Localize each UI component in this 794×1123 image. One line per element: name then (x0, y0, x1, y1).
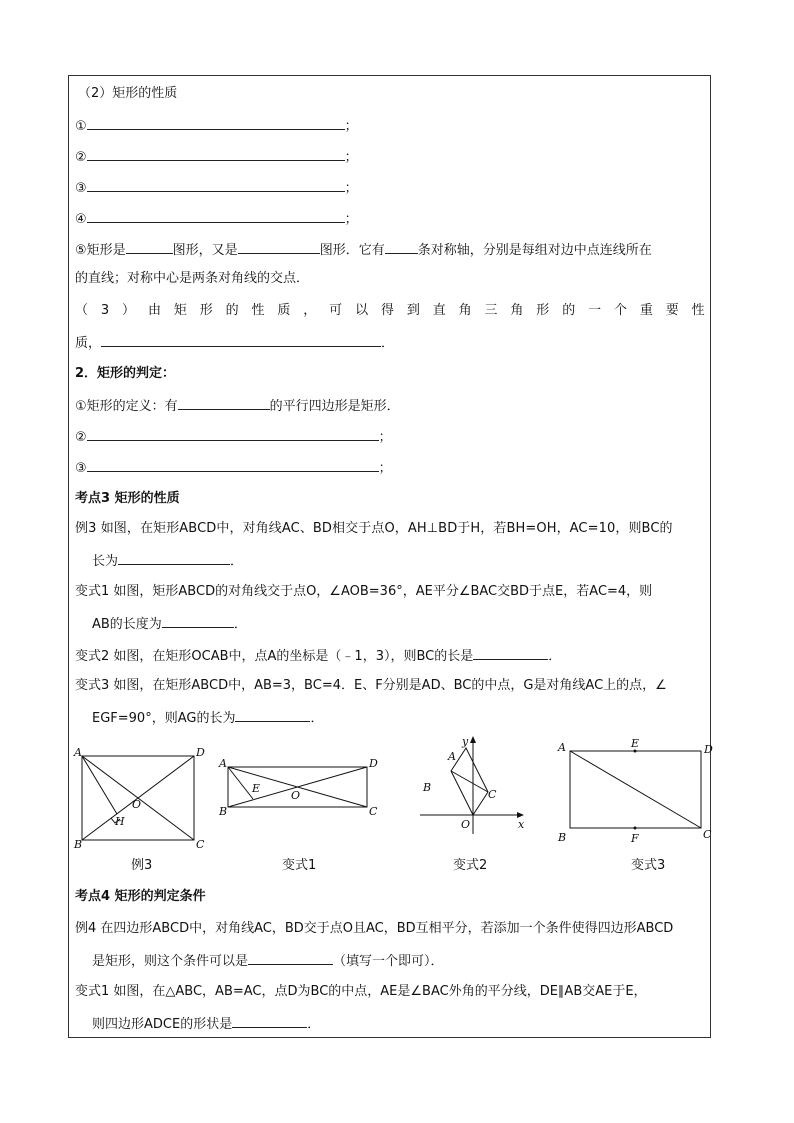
label-b: B (219, 805, 228, 818)
example4-line1: 例4 在四边形ABCD中，对角线AC，BD交于点O且AC，BD互相平分，若添加一个条件使得四边形ABCD (75, 921, 674, 936)
label-o: O (132, 798, 142, 811)
topic4-variant1-line1: 变式1 如图，在△ABC，AB=AC，点D为BC的中点，AE是∠BAC外角的平分线，DE∥AB交AE于E， (75, 984, 647, 999)
topic4-variant1-line2: 则四边形ADCE的形状是 ． (92, 1017, 321, 1032)
segment-ah (82, 756, 117, 814)
label-h: H (115, 815, 125, 828)
property-item-5-cont: 的直线；对称中心是两条对角线的交点． (75, 271, 310, 286)
answer-blank[interactable] (385, 241, 418, 254)
topic3-heading: 考点3 矩形的性质 (75, 491, 180, 506)
variant1-line1: 变式1 如图，矩形ABCD的对角线交于点O，∠AOB=36°，AE平分∠BAC交BD于点E，若AC=4，则 (75, 584, 653, 599)
answer-blank[interactable] (473, 647, 548, 660)
label-o: O (461, 818, 471, 831)
answer-blank[interactable] (248, 952, 333, 965)
answer-blank[interactable] (126, 241, 173, 254)
example4-line2: 是矩形，则这个条件可以是 （填写一个即可）． (92, 954, 444, 969)
figure-example3 (70, 742, 210, 852)
y-axis-arrow (470, 736, 476, 743)
answer-blank[interactable] (87, 148, 345, 161)
judgement-item-2: ② ； (75, 430, 392, 445)
label-a: A (448, 750, 456, 763)
label-o: O (291, 789, 301, 802)
point-f (634, 827, 637, 830)
label-y: y (462, 735, 469, 748)
property-item-4: ④ ； (75, 212, 358, 227)
label-b: B (423, 781, 432, 794)
caption-example3: 例3 (131, 858, 153, 873)
right-triangle-property-line: （ 3 ） 由 矩 形 的 性 质 ， 可 以 得 到 直 角 三 角 形 的 一 个 重 要 性 (75, 303, 705, 318)
label-d: D (369, 757, 378, 770)
variant3-line2: EGF=90°，则AG的长为 ． (92, 711, 324, 726)
label-d: D (704, 743, 713, 756)
variant2-line: 变式2 如图，在矩形OCAB中，点A的坐标是（﹣1，3），则BC的长是 ． (75, 649, 562, 664)
judgement-definition: ①矩形的定义：有 的平行四边形是矩形． (75, 399, 400, 414)
topic4-heading: 考点4 矩形的判定条件 (75, 889, 206, 904)
answer-blank[interactable] (232, 1015, 307, 1028)
label-a: A (558, 741, 566, 754)
variant3-line1: 变式3 如图，在矩形ABCD中，AB=3，BC=4．E、F分别是AD、BC的中点，G是对角线AC上的点，∠ (75, 678, 667, 693)
answer-blank[interactable] (238, 241, 320, 254)
figure-variant2 (415, 732, 530, 837)
figure-variant3 (555, 735, 720, 845)
label-d: D (196, 746, 205, 759)
label-a: A (219, 757, 227, 770)
variant1-line2: AB的长度为 ． (92, 617, 247, 632)
label-b: B (74, 838, 83, 851)
properties-heading: （2）矩形的性质 (78, 86, 178, 101)
caption-variant3: 变式3 (631, 858, 666, 873)
answer-blank[interactable] (87, 428, 379, 441)
right-triangle-property-line-2: 质， ． (75, 336, 395, 351)
caption-variant1: 变式1 (282, 858, 317, 873)
answer-blank[interactable] (162, 615, 234, 628)
label-e: E (631, 737, 640, 750)
answer-blank[interactable] (235, 709, 310, 722)
answer-blank[interactable] (87, 117, 345, 130)
answer-blank[interactable] (101, 334, 381, 347)
answer-blank[interactable] (87, 210, 345, 223)
label-f: F (631, 832, 639, 845)
answer-blank[interactable] (118, 552, 230, 565)
answer-blank[interactable] (178, 397, 270, 410)
label-a: A (74, 746, 82, 759)
judgement-heading: 2．矩形的判定： (75, 366, 176, 381)
judgement-item-3: ③ ； (75, 461, 392, 476)
diagonal-ac (570, 751, 701, 828)
answer-blank[interactable] (87, 459, 379, 472)
label-e: E (252, 782, 261, 795)
example3-line1: 例3 如图，在矩形ABCD中，对角线AC、BD相交于点O，AH⊥BD于H，若BH=OH，AC=10，则BC的 (75, 521, 673, 536)
caption-variant2: 变式2 (453, 858, 488, 873)
label-c: C (196, 838, 205, 851)
example3-line2: 长为 ． (92, 554, 244, 569)
label-c: C (703, 828, 712, 841)
label-x: x (518, 818, 525, 831)
label-c: C (369, 805, 378, 818)
label-c: C (488, 788, 497, 801)
property-item-2: ② ； (75, 150, 358, 165)
property-item-3: ③ ； (75, 181, 358, 196)
property-item-1: ① ； (75, 119, 358, 134)
label-b: B (558, 831, 567, 844)
property-item-5: ⑤矩形是 图形，又是 图形．它有 条对称轴，分别是每组对边中点连线所在 (75, 243, 652, 258)
answer-blank[interactable] (87, 179, 345, 192)
figure-variant1 (215, 755, 385, 825)
bisector-ae (228, 767, 253, 799)
